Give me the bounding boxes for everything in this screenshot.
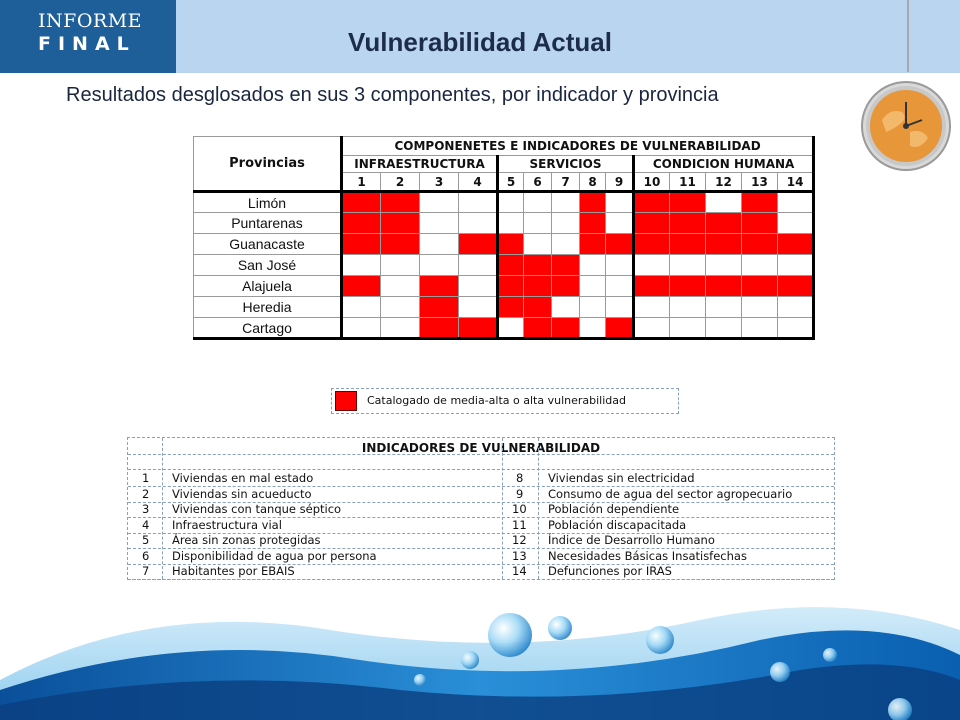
cell	[381, 276, 420, 297]
cell	[670, 297, 706, 318]
table-row	[194, 213, 814, 234]
cell	[342, 297, 381, 318]
component-header: SERVICIOS	[498, 156, 634, 173]
clock-icon	[860, 80, 952, 172]
province-name: Cartago	[194, 318, 342, 339]
indicator-number: 13	[512, 548, 527, 563]
indicator-number: 3	[142, 502, 150, 516]
indicator-number: 14	[512, 564, 527, 578]
vulnerable-cell	[552, 318, 580, 339]
table-row	[194, 318, 814, 339]
province-name: San José	[194, 255, 342, 276]
vulnerable-cell	[670, 234, 706, 255]
table-row	[194, 276, 814, 297]
cell	[524, 234, 552, 255]
province-name: Heredia	[194, 297, 342, 318]
vulnerable-cell	[342, 234, 381, 255]
cell	[606, 213, 634, 234]
cell	[778, 297, 814, 318]
cell	[606, 255, 634, 276]
cell	[606, 276, 634, 297]
cell	[670, 318, 706, 339]
cell	[459, 276, 498, 297]
cell	[459, 255, 498, 276]
indicator-number-header: 3	[420, 173, 459, 192]
cell	[342, 255, 381, 276]
vulnerable-cell	[381, 192, 420, 213]
cell	[552, 297, 580, 318]
vulnerable-cell	[606, 234, 634, 255]
cell	[381, 297, 420, 318]
clock-chain	[907, 0, 909, 72]
cell	[552, 234, 580, 255]
provinces-header: Provincias	[194, 137, 342, 192]
cell	[706, 297, 742, 318]
indicator-row	[128, 533, 834, 548]
indicator-text: Defunciones por IRAS	[548, 564, 672, 578]
cell	[381, 255, 420, 276]
table-row	[194, 297, 814, 318]
indicator-text: Viviendas sin electricidad	[548, 471, 695, 485]
vulnerable-cell	[742, 234, 778, 255]
vulnerable-cell	[742, 213, 778, 234]
indicator-text: Consumo de agua del sector agropecuario	[548, 486, 793, 501]
cell	[634, 255, 670, 276]
table-row	[194, 234, 814, 255]
indicator-text: Área sin zonas protegidas	[172, 533, 321, 547]
vulnerable-cell	[498, 276, 524, 297]
vulnerable-cell	[524, 318, 552, 339]
indicator-number: 5	[142, 533, 150, 547]
cell	[459, 297, 498, 318]
indicator-number: 7	[142, 564, 150, 578]
indicator-number-header: 5	[498, 173, 524, 192]
cell	[706, 192, 742, 213]
logo-line-2: FINAL	[38, 33, 136, 55]
province-name: Alajuela	[194, 276, 342, 297]
cell	[706, 318, 742, 339]
vulnerable-cell	[580, 234, 606, 255]
indicator-text: Viviendas con tanque séptico	[172, 502, 342, 516]
cell	[524, 192, 552, 213]
component-header: INFRAESTRUCTURA	[342, 156, 498, 173]
vulnerable-cell	[524, 297, 552, 318]
vulnerable-cell	[498, 297, 524, 318]
indicator-number: 4	[142, 517, 150, 532]
cell	[580, 297, 606, 318]
indicator-number-header: 6	[524, 173, 552, 192]
cell	[706, 255, 742, 276]
cell	[778, 255, 814, 276]
indicator-number-header: 10	[634, 173, 670, 192]
logo-line-1: INFORME	[38, 10, 143, 32]
vulnerable-cell	[342, 192, 381, 213]
vulnerable-cell	[524, 255, 552, 276]
indicator-text: Viviendas sin acueducto	[172, 486, 312, 501]
vulnerable-cell	[459, 234, 498, 255]
indicator-number-header: 12	[706, 173, 742, 192]
vulnerable-cell	[670, 276, 706, 297]
cell	[552, 192, 580, 213]
indicator-text: Población discapacitada	[548, 517, 687, 532]
vulnerable-cell	[459, 318, 498, 339]
indicator-number-header: 9	[606, 173, 634, 192]
vulnerable-cell	[580, 213, 606, 234]
vulnerable-cell	[634, 213, 670, 234]
indicator-text: Viviendas en mal estado	[172, 471, 314, 485]
cell	[524, 213, 552, 234]
indicators-list	[127, 437, 835, 580]
indicator-text: Población dependiente	[548, 502, 680, 516]
indicator-text: Índice de Desarrollo Humano	[548, 533, 715, 547]
indicator-number-header: 14	[778, 173, 814, 192]
cell	[670, 255, 706, 276]
cell	[634, 297, 670, 318]
vulnerable-cell	[778, 234, 814, 255]
legend-text: Catalogado de media-alta o alta vulnerabilidad	[367, 394, 626, 407]
indicator-number: 2	[142, 486, 150, 501]
cell	[580, 255, 606, 276]
vulnerable-cell	[342, 213, 381, 234]
vulnerable-cell	[420, 297, 459, 318]
indicator-number-header: 1	[342, 173, 381, 192]
page-title: Vulnerabilidad Actual	[348, 27, 612, 57]
legend	[331, 388, 679, 414]
vulnerable-cell	[706, 213, 742, 234]
vulnerable-cell	[381, 234, 420, 255]
cell	[342, 318, 381, 339]
cell	[606, 297, 634, 318]
indicator-row	[128, 502, 834, 517]
indicator-number: 11	[512, 517, 527, 532]
indicator-number-header: 8	[580, 173, 606, 192]
vulnerable-cell	[742, 192, 778, 213]
cell	[420, 192, 459, 213]
cell	[634, 318, 670, 339]
component-header: CONDICION HUMANA	[634, 156, 814, 173]
cell	[552, 213, 580, 234]
cell	[606, 192, 634, 213]
indicator-row	[128, 471, 834, 486]
indicator-number: 9	[516, 486, 524, 501]
indicator-number: 6	[142, 548, 150, 563]
province-name: Puntarenas	[194, 213, 342, 234]
table-row	[194, 192, 814, 213]
province-name: Limón	[194, 192, 342, 213]
vulnerable-cell	[670, 192, 706, 213]
vulnerable-cell	[552, 255, 580, 276]
cell	[498, 192, 524, 213]
cell	[778, 318, 814, 339]
indicator-text: Disponibilidad de agua por persona	[172, 548, 377, 563]
indicator-number: 1	[142, 471, 150, 485]
cell	[742, 255, 778, 276]
indicator-row	[128, 487, 834, 502]
vulnerable-cell	[742, 276, 778, 297]
vulnerable-cell	[670, 213, 706, 234]
vulnerable-cell	[381, 213, 420, 234]
vulnerable-cell	[420, 276, 459, 297]
cell	[420, 255, 459, 276]
cell	[459, 192, 498, 213]
cell	[459, 213, 498, 234]
cell	[580, 276, 606, 297]
table-row	[194, 255, 814, 276]
vulnerable-cell	[580, 192, 606, 213]
indicator-number-header: 2	[381, 173, 420, 192]
main-header: COMPONENETES E INDICADORES DE VULNERABILIDAD	[342, 137, 814, 156]
indicators-title: INDICADORES DE VULNERABILIDAD	[361, 441, 601, 455]
cell	[778, 192, 814, 213]
vulnerable-cell	[706, 234, 742, 255]
vulnerable-cell	[634, 276, 670, 297]
indicator-row	[128, 518, 834, 533]
indicator-text: Habitantes por EBAIS	[172, 564, 295, 578]
province-name: Guanacaste	[194, 234, 342, 255]
vulnerable-cell	[634, 234, 670, 255]
vulnerable-cell	[606, 318, 634, 339]
legend-swatch	[335, 391, 357, 411]
indicator-number-header: 11	[670, 173, 706, 192]
cell	[498, 213, 524, 234]
vulnerable-cell	[634, 192, 670, 213]
vulnerable-cell	[552, 276, 580, 297]
vulnerable-cell	[524, 276, 552, 297]
vulnerable-cell	[706, 276, 742, 297]
indicators-row-line	[128, 469, 834, 470]
vulnerable-cell	[498, 234, 524, 255]
vulnerable-cell	[342, 276, 381, 297]
cell	[420, 234, 459, 255]
cell	[742, 297, 778, 318]
indicator-text: Necesidades Básicas Insatisfechas	[548, 548, 747, 563]
indicators-row-line	[128, 454, 834, 455]
vulnerable-cell	[778, 276, 814, 297]
indicator-number: 10	[512, 502, 527, 516]
cell	[381, 318, 420, 339]
page-subtitle: Resultados desglosados en sus 3 componentes, por indicador y provincia	[66, 84, 719, 106]
indicator-number-header: 13	[742, 173, 778, 192]
indicator-number: 12	[512, 533, 527, 547]
indicator-number-header: 7	[552, 173, 580, 192]
indicator-number: 8	[516, 471, 524, 485]
vulnerable-cell	[420, 318, 459, 339]
cell	[580, 318, 606, 339]
cell	[498, 318, 524, 339]
indicator-text: Infraestructura vial	[172, 517, 282, 532]
vulnerability-table	[193, 136, 815, 340]
cell	[420, 213, 459, 234]
indicator-number-header: 4	[459, 173, 498, 192]
cell	[742, 318, 778, 339]
water-wave-decoration	[0, 560, 960, 720]
vulnerable-cell	[498, 255, 524, 276]
cell	[778, 213, 814, 234]
